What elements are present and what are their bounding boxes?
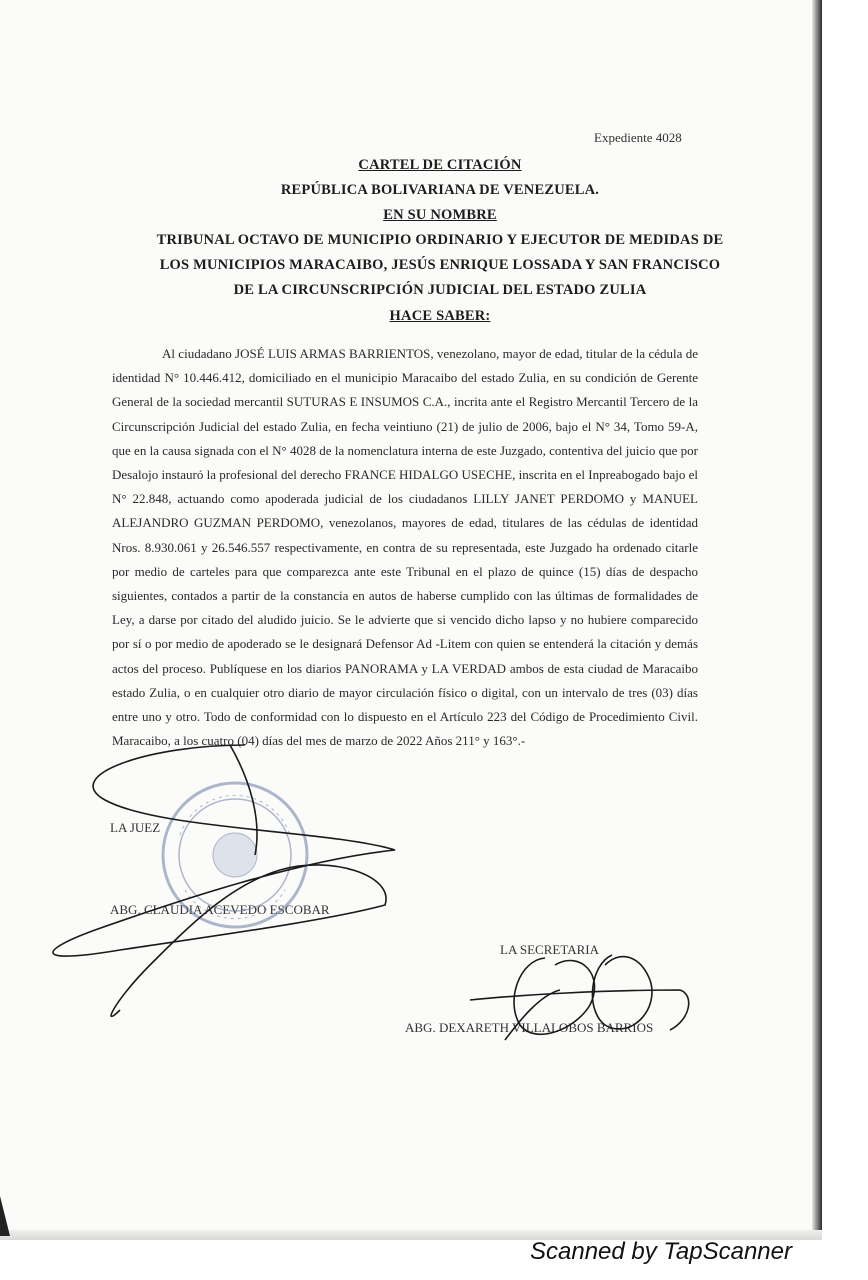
citation-body-paragraph: Al ciudadano JOSÉ LUIS ARMAS BARRIENTOS, venezolano, mayor de edad, titular de la cédula de identidad N° 10.446.412, domiciliado en el municipio Maracaibo del estado Zulia, en su condición de Gerente General de la sociedad mercantil SUTURAS E INSUMOS C.A., incrita ante el Registro Mercantil Tercero de la Circunscripción Judicial del estado Zulia, en fecha veintiuno (21) de julio de 2006, bajo el N° 34, Tomo 59-A, que en la causa signada con el N° 4028 de la nomenclatura interna de este Juzgado, contentiva del juicio que por Desalojo instauró la profesional del derecho FRANCE HIDALGO USECHE, inscrita en el Inpreabogado bajo el N° 22.848, actuando como apoderada judicial de los ciudadanos LILLY JANET PERDOMO y MANUEL ALEJANDRO GUZMAN PERDOMO, venezolanos, mayores de edad, titulares de las cédulas de identidad Nros. 8.930.061 y 26.546.557 respectivamente, en contra de su representada, este Juzgado ha ordenado citarle por medio de carteles para que comparezca ante este Tribunal en el plazo de quince (15) días de despacho siguientes, contados a partir de la constancia en autos de haberse cumplido con las últimas de formalidades de Ley, a darse por citado del aludido juicio. Se le advierte que si vencido dicho lapso y no hubiere comparecido por sí o por medio de apoderado se le designará Defensor Ad -Litem con quien se entenderá la citación y demás actos del proceso. Publíquese en los diarios PANORAMA y LA VERDAD ambos de esta ciudad de Maracaibo estado Zulia, o en cualquier otro diario de mayor circulación físico o digital, con un intervalo de tres (03) días entre uno y otro. Todo de conformidad con lo dispuesto en el Artículo 223 del Código de Procedimiento Civil. Maracaibo, a los cuatro (04) días del mes de marzo de 2022 Años 211° y 163°.-	[112, 346, 698, 749]
judge-signature	[53, 745, 395, 1016]
heading-republica: REPÚBLICA BOLIVARIANA DE VENEZUELA.	[280, 182, 600, 198]
heading-cartel-citacion: CARTEL DE CITACIÓN	[358, 157, 522, 173]
heading-tribunal-line-1: TRIBUNAL OCTAVO DE MUNICIPIO ORDINARIO Y EJECUTOR DE MEDIDAS DE	[156, 232, 724, 248]
secretary-signature	[470, 955, 689, 1040]
heading-tribunal-line-3: DE LA CIRCUNSCRIPCIÓN JUDICIAL DEL ESTADO ZULIA	[233, 282, 647, 298]
judge-name: ABG. CLAUDIA ACEVEDO ESCOBAR	[110, 902, 330, 917]
heading-hace-saber: HACE SABER:	[389, 308, 491, 324]
secretary-title: LA SECRETARIA	[500, 942, 599, 957]
judge-title: LA JUEZ	[110, 820, 161, 835]
secretary-name: ABG. DEXARETH VILLALOBOS BARRIOS	[405, 1020, 654, 1035]
heading-en-su-nombre: EN SU NOMBRE	[383, 207, 497, 223]
scanner-watermark: Scanned by TapScanner	[530, 1238, 792, 1265]
expediente-number: Expediente 4028	[594, 130, 682, 145]
official-stamp	[163, 783, 307, 927]
heading-tribunal-line-2: LOS MUNICIPIOS MARACAIBO, JESÚS ENRIQUE LOSSADA Y SAN FRANCISCO	[159, 257, 721, 273]
